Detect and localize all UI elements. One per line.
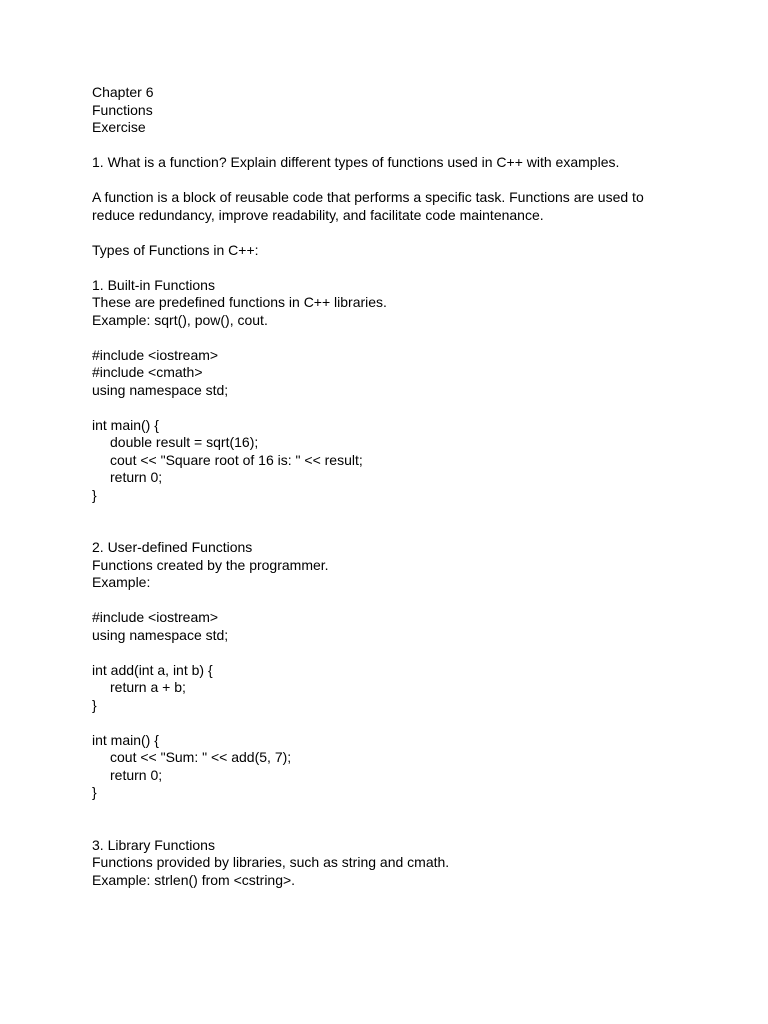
- text-line: cout << "Square root of 16 is: " << result;: [110, 451, 363, 468]
- text-line: 1. What is a function? Explain different types of functions used in C++ with examples.: [92, 154, 620, 170]
- blank-line: [92, 137, 688, 155]
- text-line: Types of Functions in C++:: [92, 241, 259, 258]
- text-line: return 0;: [110, 469, 163, 485]
- text-line: Example: sqrt(), pow(), cout.: [92, 311, 268, 328]
- text-line: Example: strlen() from <cstring>.: [92, 871, 296, 888]
- blank-line: [92, 522, 688, 540]
- blank-line: [92, 329, 688, 347]
- blank-line: [92, 714, 688, 732]
- text-line: }: [92, 486, 97, 503]
- text-line: using namespace std;: [92, 381, 229, 398]
- blank-line: [92, 819, 688, 837]
- blank-line: [92, 399, 688, 417]
- text-line: int add(int a, int b) {: [92, 661, 213, 678]
- blank-line: [92, 644, 688, 662]
- text-line: Example:: [92, 574, 151, 590]
- text-line: 1. Built-in Functions: [92, 276, 215, 293]
- blank-line: [92, 802, 688, 820]
- text-line: return 0;: [110, 766, 163, 783]
- text-line: reduce redundancy, improve readability, and facilitate code maintenance.: [92, 206, 544, 223]
- text-line: A function is a block of reusable code that performs a specific task. Functions are used to: [92, 189, 644, 205]
- blank-line: [92, 504, 688, 522]
- text-line: These are predefined functions in C++ libraries.: [92, 294, 387, 310]
- text-line: int main() {: [92, 416, 159, 433]
- text-line: 3. Library Functions: [92, 836, 215, 853]
- text-line: Exercise: [92, 119, 146, 135]
- text-line: 2. User-defined Functions: [92, 539, 253, 555]
- text-line: double result = sqrt(16);: [110, 434, 259, 450]
- blank-line: [92, 172, 688, 190]
- blank-line: [92, 224, 688, 242]
- document-lines: [92, 84, 688, 889]
- blank-line: [92, 592, 688, 610]
- text-line: #include <iostream>: [92, 346, 219, 363]
- text-line: Chapter 6: [92, 84, 154, 100]
- text-line: }: [92, 696, 97, 713]
- blank-line: [92, 259, 688, 277]
- text-line: #include <iostream>: [92, 609, 219, 625]
- text-line: int main() {: [92, 731, 159, 748]
- text-line: #include <cmath>: [92, 364, 203, 380]
- text-line: return a + b;: [110, 679, 186, 695]
- text-line: Functions provided by libraries, such as string and cmath.: [92, 854, 450, 870]
- text-line: }: [92, 784, 97, 800]
- text-line: Functions created by the programmer.: [92, 556, 329, 573]
- text-line: using namespace std;: [92, 626, 229, 643]
- text-line: Functions: [92, 101, 153, 118]
- text-line: cout << "Sum: " << add(5, 7);: [110, 749, 292, 765]
